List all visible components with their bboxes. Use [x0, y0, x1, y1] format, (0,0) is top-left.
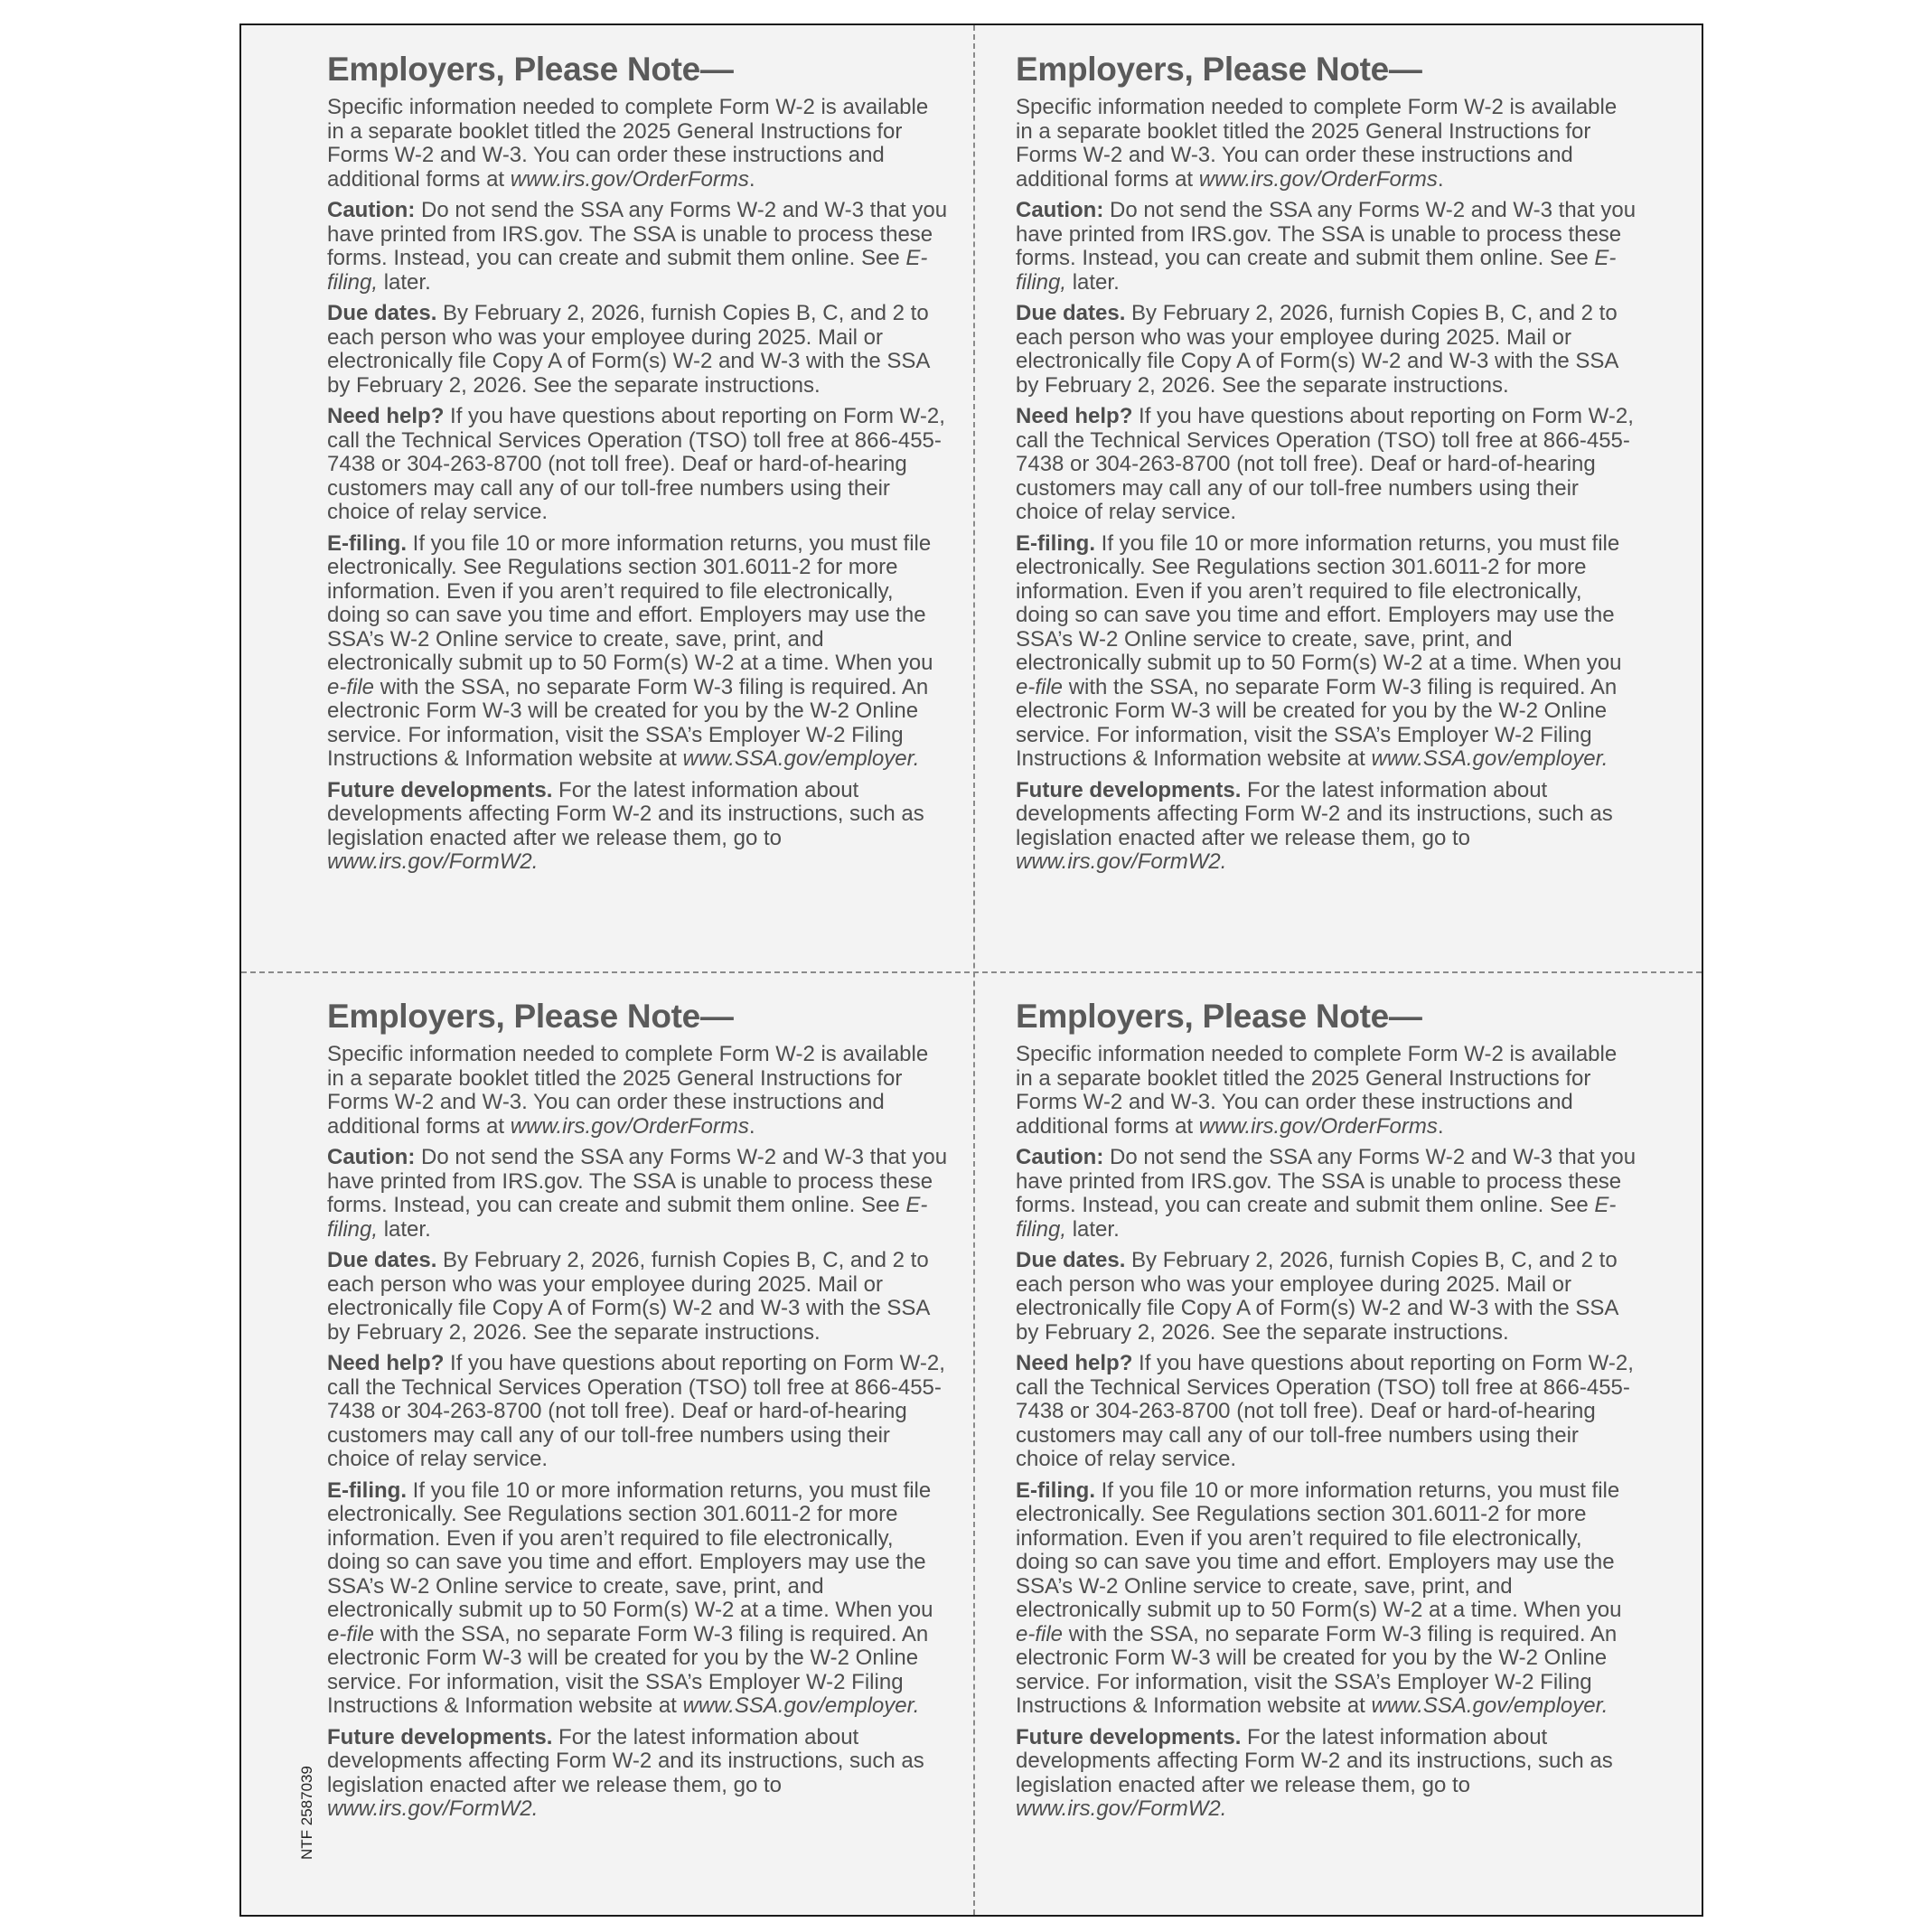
notice-panel-bottom-left	[327, 998, 951, 1829]
need-help-paragraph: Need help? If you have questions about reporting on Form W-2, call the Technical Services Operation (TSO) toll free at 866-455-7438 or 304-263-8700 (not toll free). Deaf or hard-of-hearing customers may call any of our toll-free numbers using their choice of relay service.	[327, 404, 945, 524]
horizontal-cut-line	[241, 971, 1702, 973]
future-developments-paragraph: Future developments. For the latest information about developments affecting Form W-2 and its instructions, such as legislation enacted after we release them, go to www.irs.gov/FormW2.	[327, 777, 924, 874]
caution-paragraph: Caution: Do not send the SSA any Forms W-2 and W-3 that you have printed from IRS.gov. The SSA is unable to process these forms. Instead, you can create and submit them online. See E-filing, later.	[1016, 1145, 1637, 1242]
panel-title: Employers, Please Note—	[1016, 51, 1422, 88]
intro-paragraph: Specific information needed to complete Form W-2 is available in a separate booklet titled the 2025 General Instructions for Forms W-2 and W-3. You can order these instructions and additional forms at www.irs.gov/OrderForms.	[1016, 95, 1618, 192]
need-help-paragraph: Need help? If you have questions about reporting on Form W-2, call the Technical Services Operation (TSO) toll free at 866-455-7438 or 304-263-8700 (not toll free). Deaf or hard-of-hearing customers may call any of our toll-free numbers using their choice of relay service.	[327, 1351, 945, 1471]
future-developments-paragraph: Future developments. For the latest information about developments affecting Form W-2 and its instructions, such as legislation enacted after we release them, go to www.irs.gov/FormW2.	[1016, 777, 1613, 874]
due-dates-paragraph: Due dates. By February 2, 2026, furnish Copies B, C, and 2 to each person who was your employee during 2025. Mail or electronically file Copy A of Form(s) W-2 and W-3 with the SSA by February 2, 2026. See the separate instructions.	[327, 301, 930, 398]
need-help-paragraph: Need help? If you have questions about reporting on Form W-2, call the Technical Services Operation (TSO) toll free at 866-455-7438 or 304-263-8700 (not toll free). Deaf or hard-of-hearing customers may call any of our toll-free numbers using their choice of relay service.	[1016, 1351, 1634, 1471]
notice-panel-top-left	[327, 51, 951, 882]
order-forms-link: www.irs.gov/OrderForms	[510, 166, 749, 192]
ssa-employer-link: www.SSA.gov/employer.	[1371, 746, 1608, 771]
order-forms-link: www.irs.gov/OrderForms	[1198, 166, 1438, 192]
notice-panel-top-right	[1016, 51, 1639, 882]
need-help-paragraph: Need help? If you have questions about reporting on Form W-2, call the Technical Services Operation (TSO) toll free at 866-455-7438 or 304-263-8700 (not toll free). Deaf or hard-of-hearing customers may call any of our toll-free numbers using their choice of relay service.	[1016, 404, 1634, 524]
caution-paragraph: Caution: Do not send the SSA any Forms W-2 and W-3 that you have printed from IRS.gov. The SSA is unable to process these forms. Instead, you can create and submit them online. See E-filing, later.	[327, 198, 948, 295]
e-filing-paragraph: E-filing. If you file 10 or more information returns, you must file electronically. See Regulations section 301.6011-2 for more information. Even if you aren’t required to file electronically, doing so can save you time and effort. Employers may use the SSA’s W-2 Online service to create, save, print, and electronically submit up to 50 Form(s) W-2 at a time. When you e-file with the SSA, no separate Form W-3 filing is required. An electronic Form W-3 will be created for you by the W-2 Online service. For information, visit the SSA’s Employer W-2 Filing Instructions & Information website at www.SSA.gov/employer.	[1016, 1477, 1622, 1718]
vertical-cut-line	[973, 25, 975, 1915]
intro-paragraph: Specific information needed to complete Form W-2 is available in a separate booklet titled the 2025 General Instructions for Forms W-2 and W-3. You can order these instructions and additional forms at www.irs.gov/OrderForms.	[1016, 1042, 1618, 1139]
ssa-employer-link: www.SSA.gov/employer.	[682, 1693, 920, 1718]
ssa-employer-link: www.SSA.gov/employer.	[1371, 1693, 1608, 1718]
form-w2-link: www.irs.gov/FormW2.	[327, 1796, 539, 1821]
notice-panel-bottom-right	[1016, 998, 1639, 1829]
caution-paragraph: Caution: Do not send the SSA any Forms W-2 and W-3 that you have printed from IRS.gov. The SSA is unable to process these forms. Instead, you can create and submit them online. See E-filing, later.	[327, 1145, 948, 1242]
e-filing-paragraph: E-filing. If you file 10 or more information returns, you must file electronically. See Regulations section 301.6011-2 for more information. Even if you aren’t required to file electronically, doing so can save you time and effort. Employers may use the SSA’s W-2 Online service to create, save, print, and electronically submit up to 50 Form(s) W-2 at a time. When you e-file with the SSA, no separate Form W-3 filing is required. An electronic Form W-3 will be created for you by the W-2 Online service. For information, visit the SSA’s Employer W-2 Filing Instructions & Information website at www.SSA.gov/employer.	[327, 1477, 933, 1718]
intro-paragraph: Specific information needed to complete Form W-2 is available in a separate booklet titled the 2025 General Instructions for Forms W-2 and W-3. You can order these instructions and additional forms at www.irs.gov/OrderForms.	[327, 95, 929, 192]
caution-paragraph: Caution: Do not send the SSA any Forms W-2 and W-3 that you have printed from IRS.gov. The SSA is unable to process these forms. Instead, you can create and submit them online. See E-filing, later.	[1016, 198, 1637, 295]
intro-paragraph: Specific information needed to complete Form W-2 is available in a separate booklet titled the 2025 General Instructions for Forms W-2 and W-3. You can order these instructions and additional forms at www.irs.gov/OrderForms.	[327, 1042, 929, 1139]
due-dates-paragraph: Due dates. By February 2, 2026, furnish Copies B, C, and 2 to each person who was your employee during 2025. Mail or electronically file Copy A of Form(s) W-2 and W-3 with the SSA by February 2, 2026. See the separate instructions.	[1016, 1248, 1618, 1345]
panel-title: Employers, Please Note—	[327, 51, 734, 88]
form-w2-link: www.irs.gov/FormW2.	[1016, 849, 1227, 874]
form-w2-link: www.irs.gov/FormW2.	[327, 849, 539, 874]
panel-title: Employers, Please Note—	[327, 998, 734, 1035]
order-forms-link: www.irs.gov/OrderForms	[510, 1113, 749, 1139]
form-w2-link: www.irs.gov/FormW2.	[1016, 1796, 1227, 1821]
form-code: NTF 2587039	[298, 1766, 315, 1860]
panel-title: Employers, Please Note—	[1016, 998, 1422, 1035]
future-developments-paragraph: Future developments. For the latest information about developments affecting Form W-2 and its instructions, such as legislation enacted after we release them, go to www.irs.gov/FormW2.	[327, 1724, 924, 1821]
e-filing-paragraph: E-filing. If you file 10 or more information returns, you must file electronically. See Regulations section 301.6011-2 for more information. Even if you aren’t required to file electronically, doing so can save you time and effort. Employers may use the SSA’s W-2 Online service to create, save, print, and electronically submit up to 50 Form(s) W-2 at a time. When you e-file with the SSA, no separate Form W-3 filing is required. An electronic Form W-3 will be created for you by the W-2 Online service. For information, visit the SSA’s Employer W-2 Filing Instructions & Information website at www.SSA.gov/employer.	[327, 530, 933, 771]
due-dates-paragraph: Due dates. By February 2, 2026, furnish Copies B, C, and 2 to each person who was your employee during 2025. Mail or electronically file Copy A of Form(s) W-2 and W-3 with the SSA by February 2, 2026. See the separate instructions.	[1016, 301, 1618, 398]
w2-note-sheet	[239, 23, 1703, 1917]
ssa-employer-link: www.SSA.gov/employer.	[682, 746, 920, 771]
order-forms-link: www.irs.gov/OrderForms	[1198, 1113, 1438, 1139]
due-dates-paragraph: Due dates. By February 2, 2026, furnish Copies B, C, and 2 to each person who was your employee during 2025. Mail or electronically file Copy A of Form(s) W-2 and W-3 with the SSA by February 2, 2026. See the separate instructions.	[327, 1248, 930, 1345]
future-developments-paragraph: Future developments. For the latest information about developments affecting Form W-2 and its instructions, such as legislation enacted after we release them, go to www.irs.gov/FormW2.	[1016, 1724, 1613, 1821]
e-filing-paragraph: E-filing. If you file 10 or more information returns, you must file electronically. See Regulations section 301.6011-2 for more information. Even if you aren’t required to file electronically, doing so can save you time and effort. Employers may use the SSA’s W-2 Online service to create, save, print, and electronically submit up to 50 Form(s) W-2 at a time. When you e-file with the SSA, no separate Form W-3 filing is required. An electronic Form W-3 will be created for you by the W-2 Online service. For information, visit the SSA’s Employer W-2 Filing Instructions & Information website at www.SSA.gov/employer.	[1016, 530, 1622, 771]
